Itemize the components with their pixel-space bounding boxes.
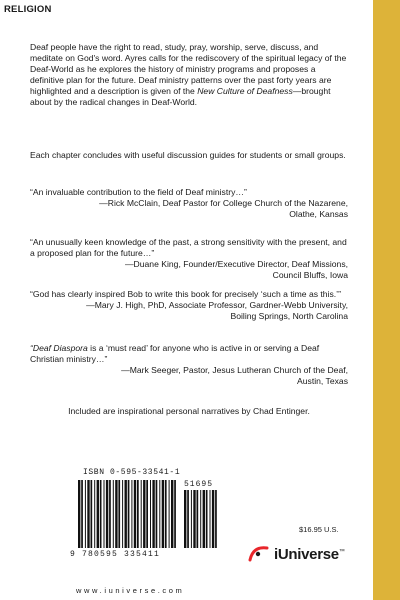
spine-color-strip	[373, 0, 400, 600]
publisher-logo	[247, 543, 357, 565]
publisher-name: iUniverse	[274, 546, 339, 563]
barcode-bar	[150, 480, 151, 548]
price-addon-digits: 51695	[184, 480, 214, 489]
barcode-bar	[156, 480, 158, 548]
endorsement-location: Austin, Texas	[297, 376, 348, 387]
trademark-symbol: ™	[338, 549, 345, 555]
endorsement-quote: “God has clearly inspired Bob to write this book for precisely ‘such a time as this.’”	[30, 289, 341, 299]
barcode-bar	[125, 480, 127, 548]
barcode-bar	[118, 480, 120, 548]
barcode-bar	[171, 480, 173, 548]
barcode-bar	[87, 480, 89, 548]
chapters-note: Each chapter concludes with useful discussion guides for students or small groups.	[30, 150, 346, 160]
barcode-bar	[113, 480, 114, 548]
barcode-bar	[78, 480, 80, 548]
barcode-bar	[169, 480, 170, 548]
barcode-bar	[97, 480, 99, 548]
barcode-bar	[203, 490, 205, 548]
ean-barcode-bars	[78, 480, 178, 548]
endorsement-quote	[30, 343, 348, 365]
description-text: Deaf people have the right to read, study, pray, worship, serve, discuss, and meditate on God's word. Ayres calls for the rediscovery of the spiritual legacy of the Deaf-World as he explores the history of ministry programs and proposes a definitive plan for the future. Deaf ministry patterns over the past forty years are highlighted and a description is given of the	[30, 42, 347, 97]
barcode-bar	[115, 480, 117, 548]
barcode-bar	[159, 480, 160, 548]
barcode-bar	[212, 490, 214, 548]
endorsement-location: Council Bluffs, Iowa	[272, 270, 348, 281]
ean-digits: 9 780595 335411	[70, 550, 161, 559]
barcode-bar	[197, 490, 199, 548]
endorsement-quote-rest: is a ‘must read’ for anyone who is active in or serving a Deaf Christian ministry…”	[30, 343, 320, 365]
barcode-bar	[91, 480, 93, 548]
endorsement-attribution: —Rick McClain, Deaf Pastor for College Church of the Nazarene,	[99, 198, 348, 209]
narratives-note: Included are inspirational personal narratives by Chad Entinger.	[68, 406, 310, 416]
barcode-bar	[191, 490, 192, 548]
endorsement-2	[30, 237, 348, 281]
endorsement-location: Boiling Springs, North Carolina	[230, 311, 348, 322]
barcode-bar	[206, 490, 208, 548]
addon-barcode-bars	[184, 490, 220, 548]
book-description	[30, 42, 348, 109]
description-text-end: —brought about by the radical changes in Deaf-World.	[30, 86, 331, 108]
endorsement-quote: “An invaluable contribution to the field of Deaf ministry…”	[30, 187, 247, 197]
barcode-bar	[85, 480, 86, 548]
category-label: RELIGION	[4, 4, 52, 15]
barcode-bar	[174, 480, 176, 548]
barcode-bar	[200, 490, 201, 548]
barcode-bar	[184, 490, 186, 548]
endorsement-4	[30, 343, 348, 387]
barcode-bar	[146, 480, 148, 548]
publisher-url: www.iuniverse.com	[76, 586, 185, 595]
publisher-logo-text	[274, 546, 345, 563]
iuniverse-logo-icon	[247, 544, 269, 564]
barcode-bar	[152, 480, 154, 548]
barcode-bar	[128, 480, 130, 548]
endorsement-attribution: —Duane King, Founder/Executive Director, Deaf Missions,	[124, 259, 348, 270]
barcode-bar	[104, 480, 105, 548]
barcode-bar	[187, 490, 189, 548]
isbn-label: ISBN 0-595-33541-1	[83, 468, 181, 477]
barcode-bar	[122, 480, 123, 548]
barcode-bar	[162, 480, 164, 548]
endorsement-1	[30, 187, 348, 220]
barcode-bar	[100, 480, 102, 548]
barcode-bar	[94, 480, 95, 548]
endorsement-attribution: —Mark Seeger, Pastor, Jesus Lutheran Church of the Deaf,	[121, 365, 348, 376]
barcode-bar	[210, 490, 211, 548]
barcode-bar	[137, 480, 139, 548]
description-italic-title: New Culture of Deafness	[197, 86, 293, 97]
endorsement-attribution: —Mary J. High, PhD, Associate Professor, Gardner-Webb University,	[86, 300, 348, 311]
price-label: $16.95 U.S.	[299, 525, 339, 534]
barcode-bar	[134, 480, 136, 548]
barcode-bar	[143, 480, 145, 548]
endorsement-location: Olathe, Kansas	[289, 209, 348, 220]
barcode-bar	[165, 480, 167, 548]
barcode-bar	[106, 480, 108, 548]
isbn-barcode	[70, 468, 220, 574]
barcode-bar	[141, 480, 142, 548]
endorsement-3	[30, 289, 348, 322]
endorsement-quote: “An unusually keen knowledge of the past, a strong sensitivity with the present, and a proposed plan for the future…”	[30, 237, 347, 259]
book-title-italic: “Deaf Diaspora	[30, 343, 88, 353]
barcode-bar	[81, 480, 83, 548]
barcode-bar	[193, 490, 195, 548]
barcode-bar	[215, 490, 217, 548]
barcode-bar	[109, 480, 111, 548]
barcode-bar	[131, 480, 132, 548]
